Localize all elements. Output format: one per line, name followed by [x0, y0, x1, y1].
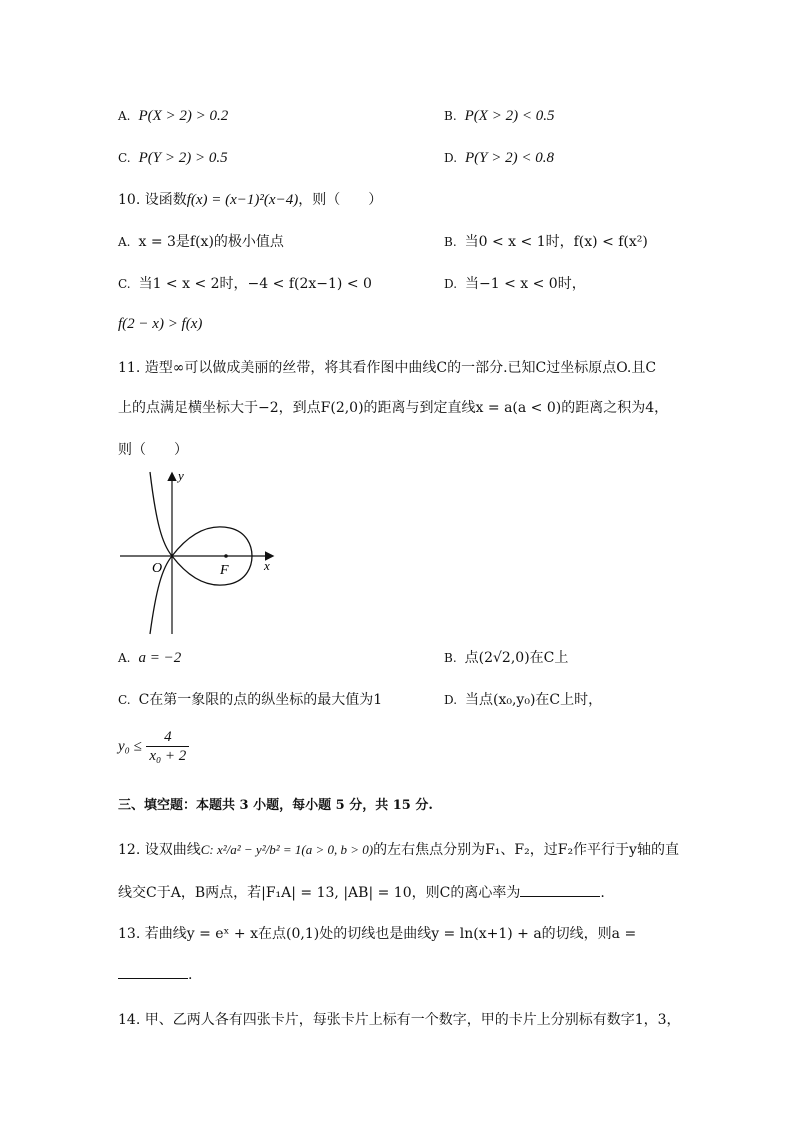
q9-option-a: A. P(X > 2) > 0.2	[118, 108, 229, 124]
y-axis-label: y	[178, 468, 184, 483]
q12-stem-line2: 线交C于A，B两点，若|F₁A| = 13, |AB| = 10，则C的离心率为 .	[118, 882, 605, 903]
origin-label: O	[152, 561, 163, 576]
q10-option-a: A. x = 3是f(x)的极小值点	[118, 234, 284, 250]
q11-option-c: C. C在第一象限的点的纵坐标的最大值为1	[118, 692, 383, 708]
q11-option-d: D. 当点(x₀,y₀)在C上时，	[444, 692, 603, 708]
q11-option-d-continued: y₀ ≤ $\frac{4}{\text{x₀ + 2}}$	[118, 728, 189, 765]
q10-stem: 10. 设函数f(x) = (x−1)²(x−4)，则（ ）	[118, 192, 383, 208]
section-title: 三、填空题：本题共 3 小题，每小题 5 分，共 15 分.	[118, 798, 433, 813]
q9-option-d: D. P(Y > 2) < 0.8	[444, 150, 555, 166]
q12-stem-line1: 12. 设双曲线C: x²/a² − y²/b² = 1(a > 0, b > 0)的左右焦点分别为F₁、F₂，过F₂作平行于y轴的直	[118, 842, 679, 858]
fraction: $\frac{4}{\text{x₀ + 2}}$	[146, 728, 189, 765]
q10-option-d: D. 当−1 < x < 0时，	[444, 276, 586, 292]
answer-blank[interactable]	[520, 882, 600, 897]
curve-figure	[112, 462, 282, 638]
x-axis-label: x	[264, 558, 270, 573]
q11-stem-line3: 则（ ）	[118, 442, 188, 458]
q10-option-d-continued: f(2 − x) > f(x)	[118, 316, 203, 332]
q9-option-c: C. P(Y > 2) > 0.5	[118, 150, 228, 166]
q11-option-a: A. a = −2	[118, 650, 182, 666]
q11-stem-line1: 11. 造型∞可以做成美丽的丝带，将其看作图中曲线C的一部分.已知C过坐标原点O.且C	[118, 360, 657, 376]
focus-label: F	[220, 563, 229, 578]
q13-stem-line1: 13. 若曲线y = eˣ + x在点(0,1)处的切线也是曲线y = ln(x+1) + a的切线，则a =	[118, 926, 637, 942]
q11-stem-line2: 上的点满足横坐标大于−2，到点F(2,0)的距离与到定直线x = a(a < 0)的距离之积为4，	[118, 400, 669, 416]
curve-upper-branch	[150, 472, 172, 556]
q11-option-b: B. 点(2√2,0)在C上	[444, 650, 569, 666]
q9-option-b: B. P(X > 2) < 0.5	[444, 108, 555, 124]
q10-option-c: C. 当1 < x < 2时，−4 < f(2x−1) < 0	[118, 276, 372, 292]
answer-blank[interactable]	[118, 964, 188, 979]
q10-option-b: B. 当0 < x < 1时，f(x) < f(x²)	[444, 234, 648, 250]
q14-stem-line1: 14. 甲、乙两人各有四张卡片，每张卡片上标有一个数字，甲的卡片上分别标有数字1，3，	[118, 1012, 681, 1028]
q13-stem-line2: .	[118, 964, 192, 985]
focus-point	[224, 554, 228, 558]
